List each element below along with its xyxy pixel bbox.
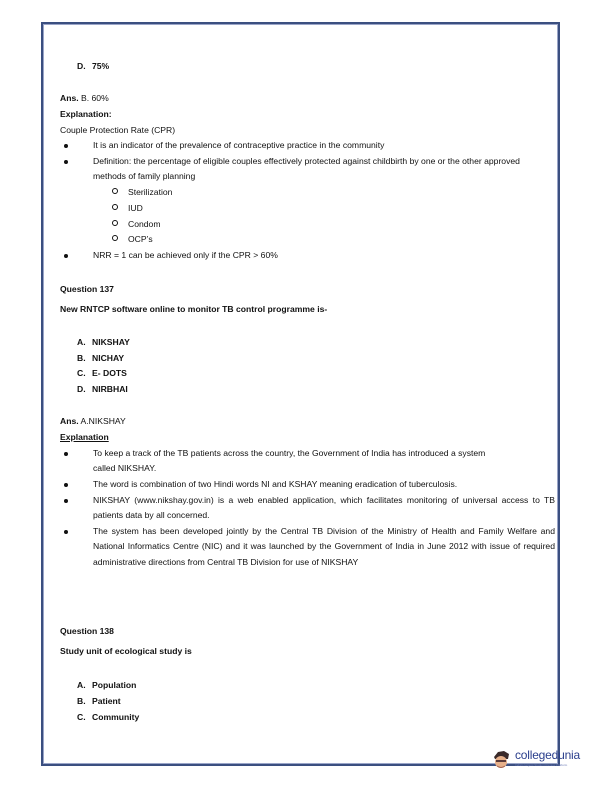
q137-heading: Question 137	[60, 284, 114, 294]
q136-bullet: It is an indicator of the prevalence of contraceptive practice in the community	[64, 138, 534, 153]
q137-answer: Ans. A.NIKSHAY	[60, 416, 126, 426]
method-item: IUD	[112, 201, 143, 216]
q138-option: C. Community	[77, 712, 140, 722]
bullet-icon	[64, 499, 68, 503]
bullet-icon	[64, 254, 68, 258]
q136-answer: Ans. B. 60%	[60, 93, 109, 103]
q136-bullet: Definition: the percentage of eligible couples effectively protected against childbirth by one or the other approved methods of family planning	[64, 154, 534, 185]
method-item: Condom	[112, 217, 160, 232]
q137-bullet: The system has been developed jointly by the Central TB Division of the Ministry of Health and Family Welfare and National Informatics Centre (NIC) and it was launched by the Government of India in June 2012 with issue of required administrative directions from Central TB Division for use of NIKSHAY	[64, 524, 534, 570]
q137-option: C. E- DOTS	[77, 368, 127, 378]
circle-bullet-icon	[112, 188, 118, 194]
q136-explanation-label: Explanation:	[60, 109, 112, 119]
bullet-icon	[64, 530, 68, 534]
q138-heading: Question 138	[60, 626, 114, 636]
q137-bullet: The word is combination of two Hindi words NI and KSHAY meaning eradication of tuberculosis.	[64, 477, 534, 492]
q136-topic: Couple Protection Rate (CPR)	[60, 125, 176, 135]
bullet-icon	[64, 483, 68, 487]
q137-question: New RNTCP software online to monitor TB control programme is-	[60, 304, 328, 314]
q137-bullet: NIKSHAY (www.nikshay.gov.in) is a web enabled application, which facilitates monitoring of universal access to TB patients data by all concerned.	[64, 493, 534, 524]
q136-option-d: D. 75%	[77, 61, 110, 71]
bullet-icon	[64, 144, 68, 148]
q137-explanation-label: Explanation	[60, 432, 109, 442]
method-item: OCP’s	[112, 232, 153, 247]
method-item: Sterilization	[112, 185, 172, 200]
collegedunia-logo: collegedunia India's largest Student Review Platform	[492, 748, 612, 778]
q136-bullet: NRR = 1 can be achieved only if the CPR > 60%	[64, 248, 534, 263]
circle-bullet-icon	[112, 235, 118, 241]
q138-option: B. Patient	[77, 696, 121, 706]
bullet-icon	[64, 160, 68, 164]
q137-option: A. NIKSHAY	[77, 337, 130, 347]
q137-option: B. NICHAY	[77, 353, 125, 363]
q137-bullet: To keep a track of the TB patients across the country, the Government of India has introduced a system called NIKSHAY.	[64, 446, 534, 477]
circle-bullet-icon	[112, 220, 118, 226]
q138-option: A. Population	[77, 680, 137, 690]
q138-question: Study unit of ecological study is	[60, 646, 192, 656]
bullet-icon	[64, 452, 68, 456]
mascot-icon	[492, 750, 510, 770]
circle-bullet-icon	[112, 204, 118, 210]
q137-option: D. NIRBHAI	[77, 384, 128, 394]
